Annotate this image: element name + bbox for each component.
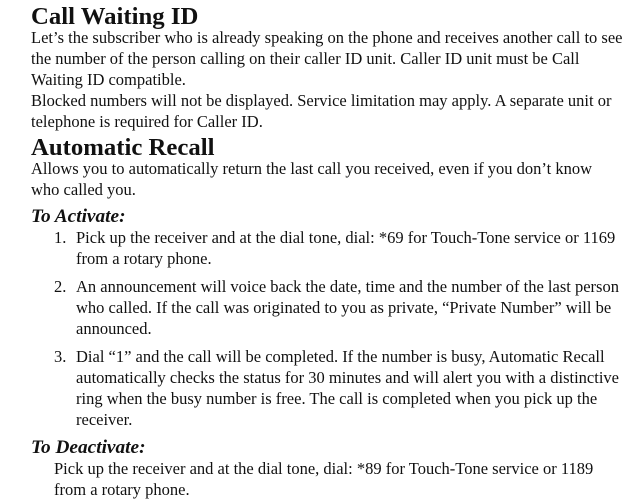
automatic-recall-heading: Automatic Recall (31, 134, 215, 161)
activate-steps-list (31, 227, 623, 430)
step-number: 1. (54, 228, 67, 247)
step-number: 2. (54, 277, 67, 296)
call-waiting-paragraph-2: Blocked numbers will not be displayed. Service limitation may apply. A separate unit or telephone is required for Caller ID. (31, 91, 612, 131)
activate-heading: To Activate: (31, 206, 126, 227)
call-waiting-heading: Call Waiting ID (31, 3, 199, 30)
automatic-recall-section (31, 134, 623, 500)
step-text: An announcement will voice back the date, time and the number of the last person who called. If the call was originated to you as private, “Private Number” will be announced. (76, 277, 619, 338)
activate-step (54, 276, 623, 339)
deactivate-heading: To Deactivate: (31, 437, 146, 458)
call-waiting-paragraph-1: Let’s the subscriber who is already speaking on the phone and receives another call to see the number of the person calling on their caller ID unit. Caller ID unit must be Call Waiting ID compatible. (31, 28, 623, 89)
call-waiting-section (31, 3, 623, 132)
step-number: 3. (54, 347, 67, 366)
step-text: Dial “1” and the call will be completed. If the number is busy, Automatic Recall automatically checks the status for 30 minutes and will alert you with a distinctive ring when the busy number is free. The call is completed when you pick up the receiver. (76, 347, 619, 429)
deactivate-text: Pick up the receiver and at the dial tone, dial: *89 for Touch-Tone service or 1189 from a rotary phone. (54, 459, 594, 499)
step-text: Pick up the receiver and at the dial tone, dial: *69 for Touch-Tone service or 1169 from a rotary phone. (76, 228, 616, 268)
activate-step (54, 346, 623, 430)
automatic-recall-intro: Allows you to automatically return the last call you received, even if you don’t know who called you. (31, 159, 593, 199)
activate-step (54, 227, 623, 269)
